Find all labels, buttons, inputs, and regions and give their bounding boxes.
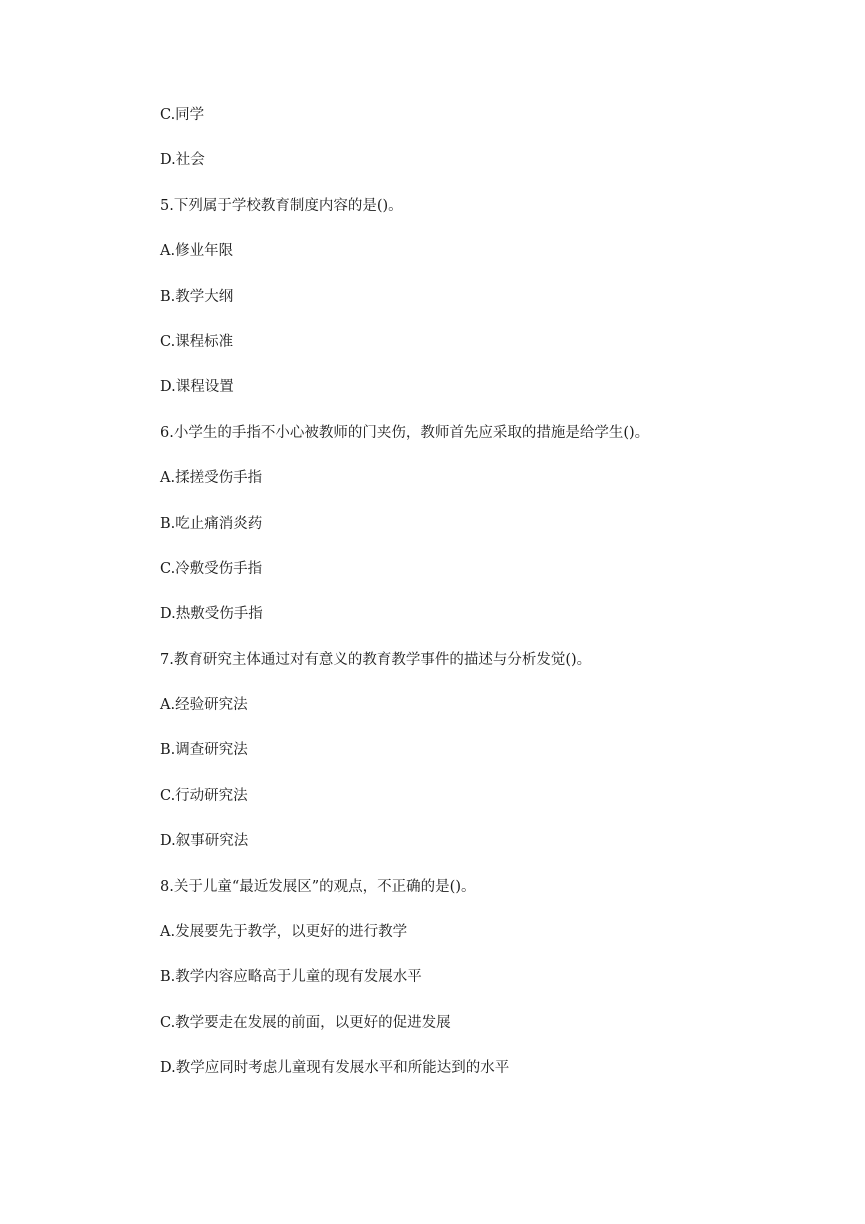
option-c-q7: C.行动研究法	[160, 787, 248, 804]
option-d-q6: D.热敷受伤手指	[160, 606, 263, 623]
question-6: 6.小学生的手指不小心被教师的门夹伤，教师首先应采取的措施是给学生()。	[160, 424, 650, 441]
question-8: 8.关于儿童“最近发展区”的观点，不正确的是()。	[160, 878, 476, 895]
option-b-q8: B.教学内容应略高于儿童的现有发展水平	[160, 969, 422, 986]
question-7: 7.教育研究主体通过对有意义的教育教学事件的描述与分析发觉()。	[160, 651, 592, 668]
option-b-q7: B.调查研究法	[160, 742, 248, 759]
option-d-q4: D.社会	[160, 152, 205, 169]
option-b-q6: B.吃止痛消炎药	[160, 515, 263, 532]
option-a-q7: A.经验研究法	[160, 697, 248, 714]
option-b-q5: B.教学大纲	[160, 288, 234, 305]
option-d-q5: D.课程设置	[160, 379, 234, 396]
option-c-q6: C.冷敷受伤手指	[160, 560, 263, 577]
option-d-q8: D.教学应同时考虑儿童现有发展水平和所能达到的水平	[160, 1060, 510, 1077]
question-list	[160, 104, 800, 1103]
option-c-q4: C.同学	[160, 107, 205, 123]
option-a-q8: A.发展要先于教学，以更好的进行教学	[160, 924, 408, 941]
option-c-q5: C.课程标准	[160, 333, 234, 350]
option-a-q6: A.揉搓受伤手指	[160, 470, 263, 487]
question-5: 5.下列属于学校教育制度内容的是()。	[160, 197, 403, 214]
option-c-q8: C.教学要走在发展的前面，以更好的促进发展	[160, 1014, 451, 1031]
option-a-q5: A.修业年限	[160, 243, 234, 260]
option-d-q7: D.叙事研究法	[160, 833, 249, 850]
